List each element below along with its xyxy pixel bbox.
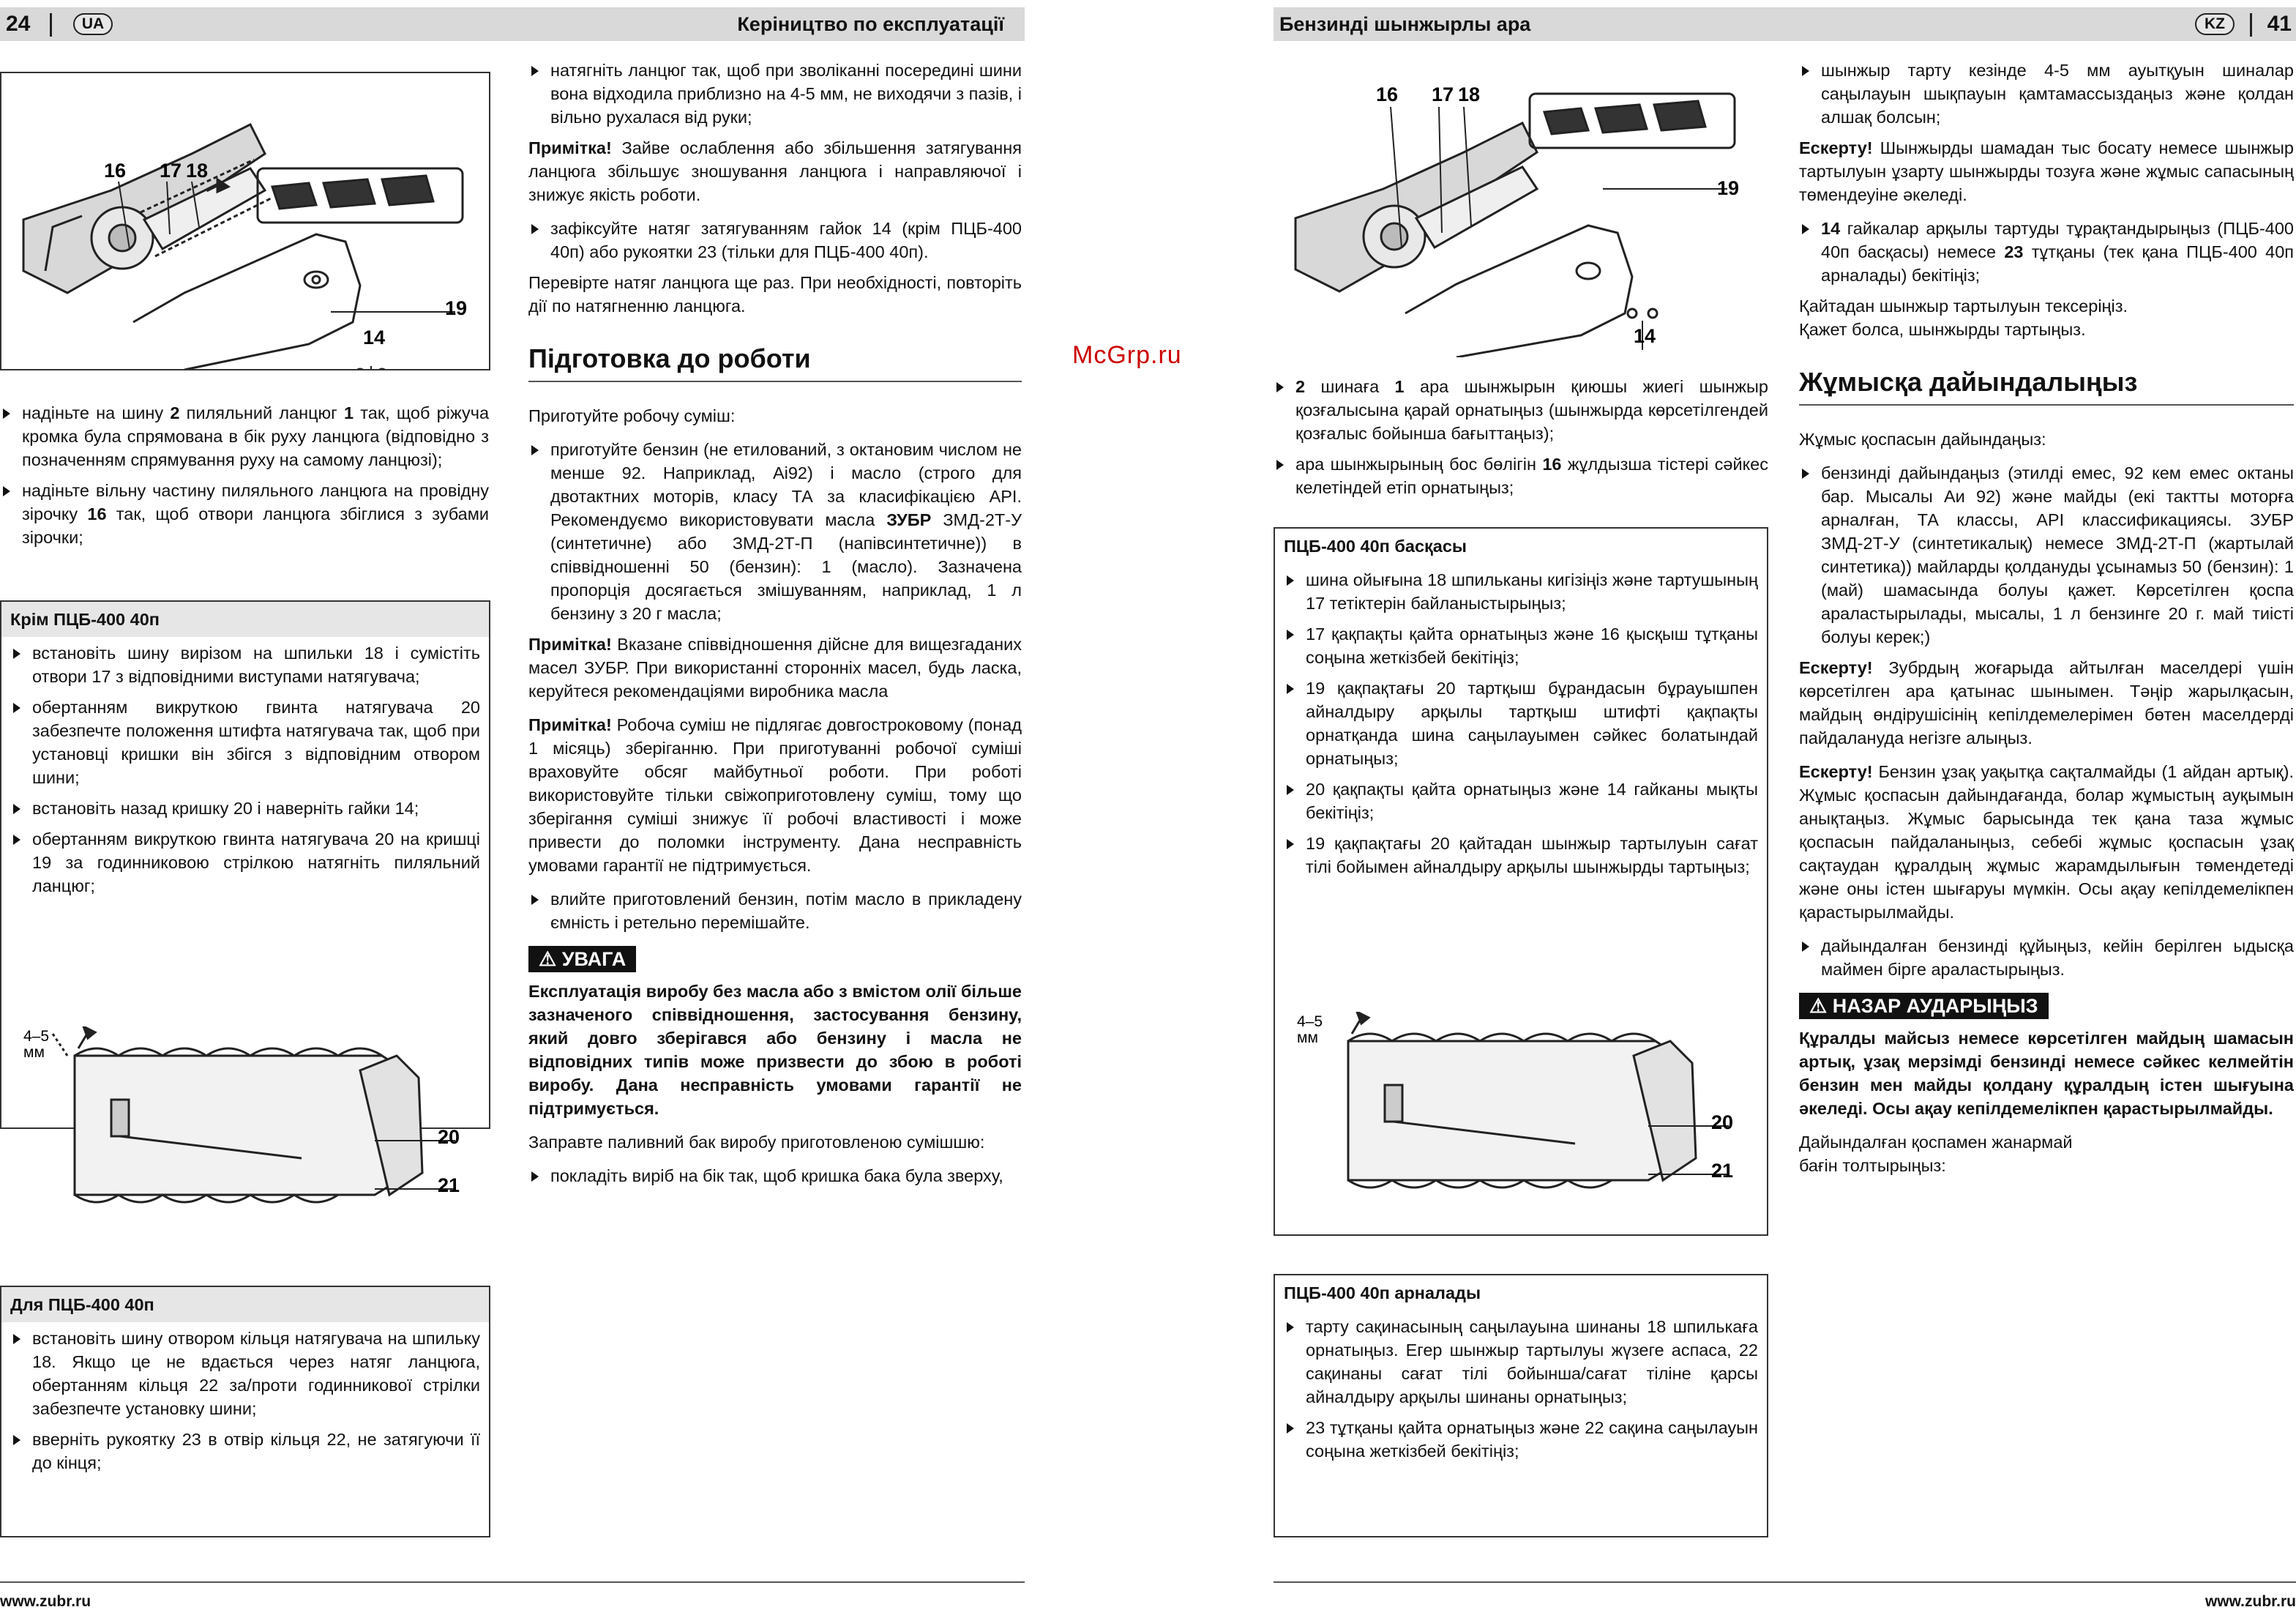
bold-ref: 18 — [1427, 570, 1447, 589]
list-item — [528, 59, 1022, 129]
bold-ref: 20 — [460, 698, 480, 717]
list — [1274, 375, 1768, 499]
item-text: надіньте вільну частину пиляльного ланцюга на провідну зірочку — [22, 481, 489, 523]
header-title: Бензинді шынжырлы ара — [1279, 13, 1531, 35]
fill-text-2: бағін толтырыңыз: — [1799, 1156, 1946, 1175]
list-item — [1284, 568, 1758, 615]
page-number: 24 — [6, 12, 31, 36]
footer-url[interactable]: www.zubr.ru — [2205, 1593, 2296, 1610]
fig1-label-17: 17 — [160, 160, 182, 182]
item-text: вверніть рукоятку — [32, 1430, 182, 1449]
box-title: Крім ПЦБ-400 40п — [1, 602, 489, 637]
lang-badge: UA — [73, 13, 113, 35]
list-item — [1284, 676, 1758, 770]
item-text: қысқыш тұтқаны соңына жеткізбей бекітіңіз; — [1306, 625, 1758, 667]
item-text: қақпақты қайта орнатыңыз және — [1325, 780, 1607, 799]
item-text: тетіктерін байланыстырыңыз; — [1325, 594, 1566, 613]
lang-badge: KZ — [2195, 13, 2235, 35]
left-page — [0, 0, 1025, 1618]
bold-ref: 18 — [1647, 1317, 1667, 1336]
bold-ref: 20 — [1436, 679, 1456, 698]
box-list — [1284, 1315, 1758, 1463]
left-box-except-40p — [0, 600, 490, 1196]
fill-text: Дайындалған қоспамен жанармай — [1799, 1133, 2073, 1152]
bold-ref: 20 — [1306, 780, 1325, 799]
bold-ref: 22 — [199, 1376, 219, 1395]
warning-banner: ⚠ НАЗАР АУДАРЫҢЫЗ — [1799, 993, 2049, 1019]
item-text: қайтадан шынжыр тартылуын сағат тілі бойымен айналдыру арқылы шынжырды тартыңыз; — [1306, 834, 1758, 876]
item-text: за годинниковою стрілкою натягніть пиляльний ланцюг; — [32, 853, 480, 895]
item-text: встановіть назад кришку — [32, 799, 233, 818]
gap-label: 4–5 — [1297, 1013, 1323, 1030]
list-item — [0, 401, 489, 471]
left-col1-intro — [0, 401, 489, 556]
item-text: , не затягуючи її до кінця; — [32, 1430, 481, 1472]
item-text: бензинді дайындаңыз (этилді емес, 92 кем емес октаны бар. Мысалы Аи 92) және майды (екі тактты моторға арналған, ТА классы, API классификациясы. ЗУБР ЗМД-2Т-У (синтетикалық) немесе ЗМД-2Т-П (жартылай синтетика)) майларды қолдануды ұсынамыз 50 (бензин): 1 (май) шамасында болуы қажет. Көрсетілген қоспа араластырылады, мысалы, 1 л бензинге 20 г. май тиісті болуы керек;) — [1821, 463, 2294, 646]
tension-screw-illustration — [23, 1026, 485, 1224]
gap-unit: мм — [1297, 1029, 1318, 1046]
bold-ref: 17 — [91, 667, 111, 686]
item-text: пиляльний ланцюг — [179, 403, 344, 422]
item-text: тарту сақинасының саңылауына шинаны — [1306, 1317, 1648, 1336]
list-item — [10, 641, 480, 688]
fig2-label-21: 21 — [1711, 1160, 1734, 1182]
section-heading: Жұмысқа дайындалыңыз — [1799, 370, 2294, 406]
bold-ref: ЗУБР — [886, 510, 932, 529]
list — [1799, 217, 2294, 287]
right-footer — [1274, 1581, 2296, 1618]
fig1-label-19: 19 — [445, 297, 468, 319]
bold-ref: 2 — [170, 403, 180, 422]
watermark: McGrp.ru — [1072, 341, 1182, 369]
item-text: обертанням викруткою гвинта натягувача — [32, 829, 375, 849]
fig-label-17: 17 — [1432, 83, 1454, 105]
box-title: Для ПЦБ-400 40п — [1, 1287, 489, 1322]
fig-label-18: 18 — [1458, 83, 1481, 105]
item-text: шынжыр тарту кезінде 4-5 мм ауытқуын шиналар саңылауын шықпауын қамтамассыздаңыз және қолдан алшақ болсын; — [1821, 61, 2294, 127]
note-1: Ескерту! Шынжырды шамадан тыс босату немесе шынжыр тартылуын ұзарту шынжырды тозуға және жұмыс сапасының төмендеуіне әкеледі. — [1799, 138, 2294, 204]
bold-ref: 2 — [1295, 377, 1306, 396]
warning-banner: ⚠ УВАГА — [528, 946, 636, 972]
item-text: приготуйте бензин (не етилований, з октановим числом не менше 92. Наприклад, Аі92) і масло (строго для двотактних моторів, класу ТА за класифікацією API. Рекомендуємо використовувати масла — [550, 440, 1022, 529]
fig1-label-14: 14 — [363, 327, 386, 348]
list — [1799, 461, 2294, 649]
chainsaw-bar-illustration — [1274, 72, 1771, 357]
fig-label-19: 19 — [1717, 177, 1740, 199]
chainsaw-bar-figure — [1274, 72, 1771, 357]
box-title: ПЦБ-400 40п арналады — [1275, 1275, 1767, 1311]
bold-ref: 18 — [32, 1352, 52, 1371]
list — [528, 887, 1022, 934]
bold-ref: 22 — [1738, 1341, 1758, 1360]
gap-unit: мм — [23, 1044, 45, 1061]
list-item — [1274, 452, 1768, 499]
list-item — [1274, 375, 1768, 445]
fig2-label-21: 21 — [438, 1174, 460, 1196]
right-col2 — [1799, 59, 2294, 1188]
box-list — [10, 1327, 480, 1475]
fig-label-16: 16 — [1376, 83, 1399, 105]
list-item — [10, 1428, 480, 1475]
header-divider — [2250, 13, 2252, 37]
bold-ref: 17 — [1306, 625, 1325, 644]
bold-ref: 14 — [1821, 219, 1841, 238]
item-text: қақпақтағы — [1325, 679, 1437, 698]
note-3: Примітка! Робоча суміш не підлягає довгостроковому (понад 1 місяць) зберіганню. При приготуванні робочої суміші враховуйте обсяг майбутньої роботи. При роботі використовуйте тільки свіжоприготовлену суміш, тому що зберігання суміші знижує її робочі властивості і може привести до поломки інструменту. Дана несправність умовами гарантії не підтримується. — [528, 715, 1022, 875]
item-text: встановіть шину отвором кільця натягувача на шпильку — [32, 1329, 480, 1348]
bold-ref: 19 — [1306, 834, 1325, 853]
right-box-except-40p — [1274, 527, 1768, 1236]
bold-ref: 14 — [1607, 780, 1626, 799]
chainsaw-bar-figure — [0, 72, 490, 370]
bold-ref: 22 — [326, 1430, 346, 1449]
warning-icon: ⚠ — [1809, 995, 1833, 1017]
list-item — [528, 438, 1022, 625]
right-header — [1274, 7, 2296, 41]
item-text: ара шынжырының бос бөлігін — [1295, 455, 1543, 474]
item-text: ; — [414, 799, 419, 818]
header-title: Керіництво по експлуатації — [737, 13, 1004, 35]
bold-ref: 23 — [182, 1430, 201, 1449]
list — [1799, 59, 2294, 129]
list-item — [10, 827, 480, 898]
box-title: ПЦБ-400 40п басқасы — [1275, 529, 1767, 564]
list — [528, 1164, 1022, 1188]
list-item — [1284, 1416, 1758, 1463]
note-1: Примітка! Зайве ослаблення або збільшення затягування ланцюга збільшує зношування ланцюга і направляючої і знижує якість роботи. — [528, 138, 1022, 204]
item-text: шинаға — [1305, 377, 1395, 396]
list — [528, 217, 1022, 264]
item-text: і сумістіть отвори — [32, 644, 480, 686]
item-text: шина ойығына — [1306, 570, 1428, 589]
gap-label: 4–5 — [23, 1028, 50, 1045]
left-col1-list — [0, 401, 489, 549]
recheck-text: Перевірте натяг ланцюга ще раз. При необхідності, повторіть дії по натягненню ланцюга. — [528, 273, 1022, 316]
item-text: ЗМД-2Т-У (синтетичне) або ЗМД-2Т-П (напівсинтетичне)) в співвідношенні 50 (бензин): 1 (масло). Зазначена пропорція досягається змішуванням, наприклад, 1 л бензину з 20 г масла; — [550, 510, 1022, 623]
item-text: на кришці — [394, 829, 480, 849]
bold-ref: 16 — [87, 504, 107, 523]
page-number: 41 — [2267, 12, 2292, 36]
item-text: . Якщо це не вдається через натяг ланцюга, обертанням кільця — [32, 1352, 480, 1395]
bold-ref: 20 — [1430, 834, 1450, 853]
bold-ref: 1 — [1394, 377, 1405, 396]
item-text: тұтқаны (тек қана ПЦБ-400 40п арналады) бекітіңіз; — [1821, 242, 2294, 285]
item-text: обертанням викруткою гвинта натягувача — [32, 698, 461, 717]
fig1-label-16: 16 — [104, 160, 127, 182]
fill-text: Заправте паливний бак виробу приготовленою сумішшю: — [528, 1133, 985, 1152]
item-text: забезпечте положення штифта натягувача так, щоб при установці кришки він збігся з відповідним отвором шини; — [32, 721, 480, 787]
item-text: покладіть виріб на бік так, щоб кришка бака була зверху, — [550, 1166, 1003, 1185]
list-item — [1284, 778, 1758, 824]
section-heading: Підготовка до роботи — [528, 347, 1022, 382]
item-text: надіньте на шину — [22, 403, 171, 422]
bold-ref: 18 — [364, 644, 384, 663]
bold-ref: 23 — [2004, 242, 2024, 261]
list — [528, 438, 1022, 625]
list-item — [1284, 1315, 1758, 1409]
list-item — [1284, 832, 1758, 879]
footer-url[interactable]: www.zubr.ru — [0, 1593, 91, 1610]
bold-ref: 20 — [375, 829, 394, 849]
item-text: за/проти годинникової стрілки забезпечте установку шини; — [32, 1376, 480, 1418]
note-3: Ескерту! Бензин ұзақ уақытқа сақталмайды (1 айдан артық). Жұмыс қоспасын дайындағанда, болар жұмыстың ауқымын анықтаңыз. Жұмыс барысында тек қана таза жұмыс қоспасын пайдаланыңыз, себебі жұмыс қоспасын ұзақ сақтаудан құралдың жұмыс жарамдылығын төмендетеді және оны істен шығаруы мүмкін. Осы ақау кепілдемелікпен қарастырылмайды. — [1799, 762, 2294, 922]
left-header — [0, 7, 1025, 41]
right-page — [1274, 0, 2296, 1618]
item-text: гайкалар арқылы тартуды тұрақтандырыңыз (ПЦБ-400 40п басқасы) немесе — [1821, 219, 2294, 261]
list-item — [528, 887, 1022, 934]
note-2: Примітка! Вказане співвідношення дійсне для вищезгаданих масел ЗУБР. При використанні сторонніх масел, будь ласка, керуйтеся рекомендаціями виробника масла — [528, 635, 1022, 701]
note-2: Ескерту! Зубрдың жоғарыда айтылған маселдері үшін көрсетілген ара қатынас шынымен. Тәңір жарылқасын, майдың өндірушісінің кепілдемелерімен бөтен маселдерді пайдалануда негізге алыңыз. — [1799, 658, 2294, 748]
item-text: тартқыш бұрандасын бұрауышпен айналдыру арқылы тартқыш штифті қақпақты орнатқанда шина саңылауымен сәйкес болатындай орнатыңыз; — [1306, 679, 1758, 768]
right-col1-intro — [1274, 375, 1768, 507]
bold-ref: 22 — [1585, 1418, 1604, 1437]
item-text: так, щоб ріжуча кромка була спрямована в бік руху ланцюга (відповідно з позначенням спрямування руху на самому ланцюзі); — [22, 403, 490, 469]
item-text: з відповідними виступами натягувача; — [111, 667, 420, 686]
list-item — [10, 797, 480, 820]
item-text: влийте приготовлений бензин, потім масло в прикладену ємність і ретельно перемішайте. — [550, 890, 1022, 932]
box-list — [10, 641, 480, 898]
item-text: шпилькаға орнатыңыз. Егер шынжыр тартылуы жүзеге аспаса, — [1306, 1317, 1758, 1360]
list-item — [1284, 622, 1758, 669]
bold-ref: 16 — [1600, 625, 1620, 644]
header-divider — [50, 13, 52, 37]
left-footer — [0, 1581, 1025, 1618]
item-text: шпильканы кигізіңіз және тартушының — [1446, 570, 1758, 589]
item-text: сақина саңылауын соңына жеткізбей бекітіңіз; — [1306, 1418, 1758, 1461]
recheck-text-2: Қажет болса, шынжырды тартыңыз. — [1799, 320, 2086, 339]
list-item — [528, 217, 1022, 264]
item-text: в отвір кільця — [201, 1430, 327, 1449]
bold-ref: 14 — [394, 799, 414, 818]
bold-ref: 23 — [1306, 1418, 1325, 1437]
item-text: ара шынжырын қиюшы жиегі шынжыр қозғалысына қарай орнатыңыз (шынжырда көрсетілгендей қозғалыс бойынша бағыттаңыз); — [1295, 377, 1768, 443]
item-text: натягніть ланцюг так, щоб при зволіканні посередині шини вона відходила приблизно на 4-5 мм, не виходячи з пазів, і вільно рухалася від руки; — [550, 61, 1022, 127]
prep-text: Жұмыс қоспасын дайындаңыз: — [1799, 430, 2046, 449]
bold-ref: 19 — [1306, 679, 1325, 698]
fig2-label-20: 20 — [1711, 1111, 1734, 1133]
bold-ref: 19 — [32, 853, 52, 872]
item-text: қақпақтағы — [1325, 834, 1431, 853]
prep-text: Приготуйте робочу суміш: — [528, 406, 736, 425]
item-text: қақпақты қайта орнатыңыз және — [1325, 625, 1601, 644]
bold-ref: 16 — [1542, 455, 1562, 474]
bold-ref: 17 — [1306, 594, 1325, 613]
fig1-label-18: 18 — [186, 160, 209, 182]
item-text: тұтқаны қайта орнатыңыз және — [1325, 1418, 1585, 1437]
list-item — [528, 1164, 1022, 1188]
fig-label-14: 14 — [1634, 325, 1656, 347]
box-list — [1284, 568, 1758, 879]
chainsaw-bar-illustration — [1, 73, 489, 369]
item-text: сақинаны сағат тілі бойынша/сағат тіліне қарсы айналдыру арқылы шинаны орнатыңыз; — [1306, 1364, 1758, 1406]
list-item — [1799, 461, 2294, 649]
list-item — [1799, 934, 2294, 981]
item-text: гайканы мықты бекітіңіз; — [1306, 780, 1758, 822]
tension-screw-illustration — [1297, 1012, 1758, 1209]
right-box-for-40p — [1274, 1274, 1768, 1537]
left-box-for-40p — [0, 1286, 490, 1537]
bold-ref: 1 — [343, 403, 354, 422]
warning-text: Құралды майсыз немесе көрсетілген майдың шамасын артық, ұзақ мерзімді бензинді немесе сәйкес келмейтін бензин мен майды қолдану құралдың істен шығуына әкеледі. Осы ақау кепілдемелікпен қарастырылмайды. — [1799, 1029, 2294, 1118]
item-text: дайындалған бензинді құйыңыз, кейін берілген ыдысқа маймен бірге араластырыңыз. — [1821, 936, 2294, 979]
item-text: так, щоб отвори ланцюга збіглися з зубами зірочки; — [22, 504, 490, 547]
list-item — [1799, 217, 2294, 287]
list-item — [10, 696, 480, 789]
recheck-text: Қайтадан шынжыр тартылуын тексеріңіз. — [1799, 297, 2128, 316]
list — [1799, 934, 2294, 981]
left-col2 — [528, 59, 1022, 1195]
item-text: і наверніть гайки — [253, 799, 395, 818]
warning-icon: ⚠ — [539, 948, 562, 970]
item-text: жұлдызша тістері сәйкес келетіндей етіп орнатыңыз; — [1295, 455, 1768, 497]
list-item — [0, 479, 489, 549]
list-item — [10, 1327, 480, 1420]
warning-text: Експлуатація виробу без масла або з вмістом олії більше зазначеного співвідношення, застосування бензину, який довго зберігався або бензину і масла не відповідних типів може призвести до збою в роботі виробу. Дана несправність умовами гарантії не підтримується. — [528, 982, 1022, 1118]
fig2-label-20: 20 — [438, 1126, 460, 1148]
list — [528, 59, 1022, 129]
bold-ref: 20 — [233, 799, 253, 818]
item-text: зафіксуйте натяг затягуванням гайок 14 (крім ПЦБ-400 40п) або рукоятки 23 (тільки для ПЦБ-400 40п). — [550, 219, 1022, 261]
list-item — [1799, 59, 2294, 129]
item-text: встановіть шину вирізом на шпильки — [32, 644, 364, 663]
